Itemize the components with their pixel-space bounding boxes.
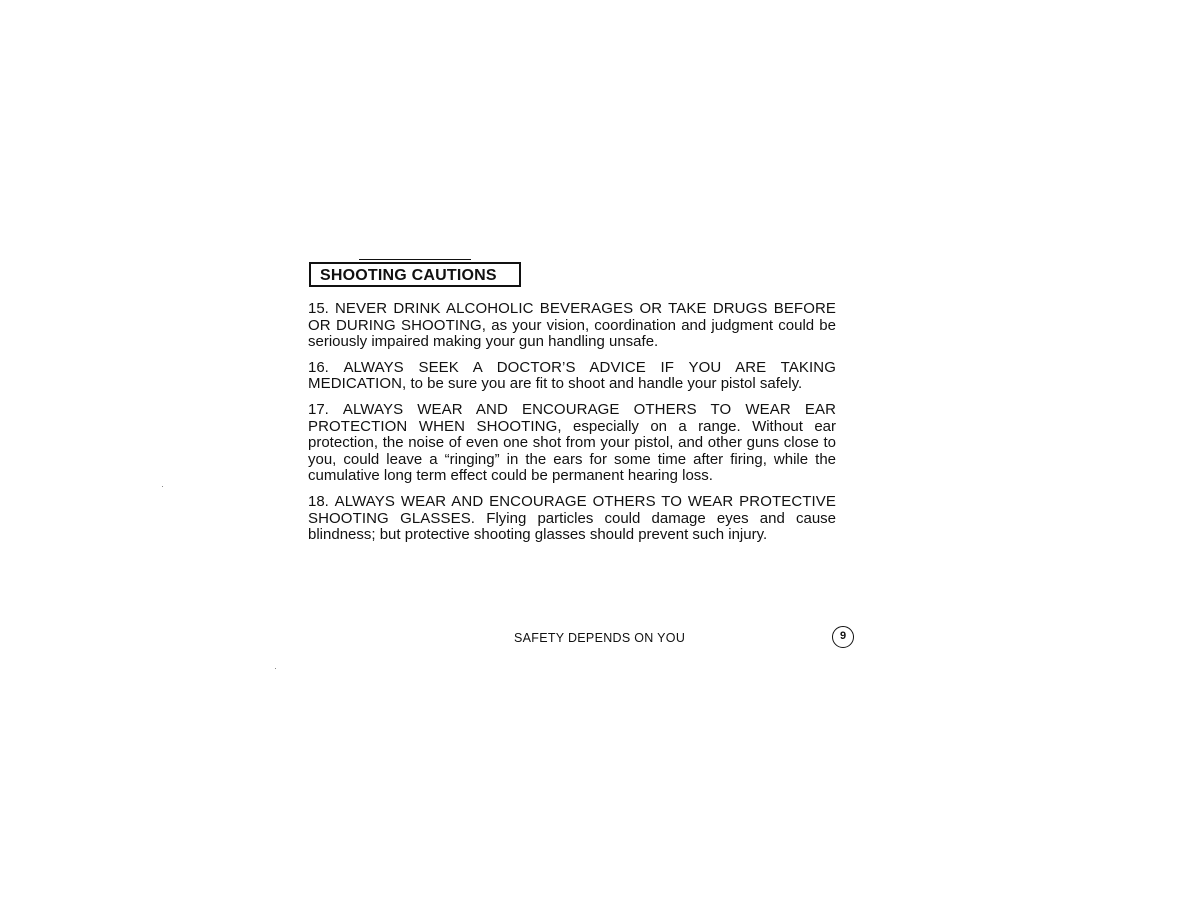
caution-number: 16. xyxy=(308,358,329,376)
section-header-box xyxy=(309,262,521,287)
caution-body: as your vision, coordination and judgment could be seriously impaired making your gun handling unsafe. xyxy=(308,316,836,351)
caution-item-17 xyxy=(308,402,836,485)
header-overline xyxy=(359,259,471,260)
scan-speck xyxy=(162,486,163,487)
caution-number: 17. xyxy=(308,400,329,418)
caution-item-15 xyxy=(308,301,836,351)
page-number-badge: 9 xyxy=(832,626,854,648)
caution-body: especially on a range. Without ear protection, the noise of even one shot from your pistol, and other guns close to you, could leave a “ringing” in the ears for some time after firing, while the cumulative long term effect could be permanent hearing loss. xyxy=(308,417,837,485)
caution-lead: ALWAYS WEAR AND ENCOURAGE OTHERS TO WEAR PROTECTIVE SHOOTING GLASSES. xyxy=(308,492,837,527)
caution-lead: ALWAYS WEAR AND ENCOURAGE OTHERS TO WEAR EAR PROTECTION WHEN SHOOTING, xyxy=(308,400,836,435)
caution-body: Flying particles could damage eyes and cause blindness; but protective shooting glasses should prevent such injury. xyxy=(308,509,837,544)
caution-lead: ALWAYS SEEK A DOCTOR’S ADVICE IF YOU ARE TAKING MEDICATION, xyxy=(308,358,837,393)
caution-number: 15. xyxy=(308,300,329,317)
caution-lead: NEVER DRINK ALCOHOLIC BEVERAGES OR TAKE DRUGS BEFORE OR DURING SHOOTING, xyxy=(308,300,836,334)
section-title: SHOOTING CAUTIONS xyxy=(320,267,497,284)
caution-number: 18. xyxy=(308,492,329,510)
caution-item-18 xyxy=(308,494,836,544)
footer-slogan: SAFETY DEPENDS ON YOU xyxy=(514,631,686,645)
caution-item-16 xyxy=(308,360,836,393)
caution-body: to be sure you are fit to shoot and handle your pistol safely. xyxy=(410,375,803,393)
scan-speck xyxy=(275,668,276,669)
cautions-list xyxy=(308,301,836,553)
